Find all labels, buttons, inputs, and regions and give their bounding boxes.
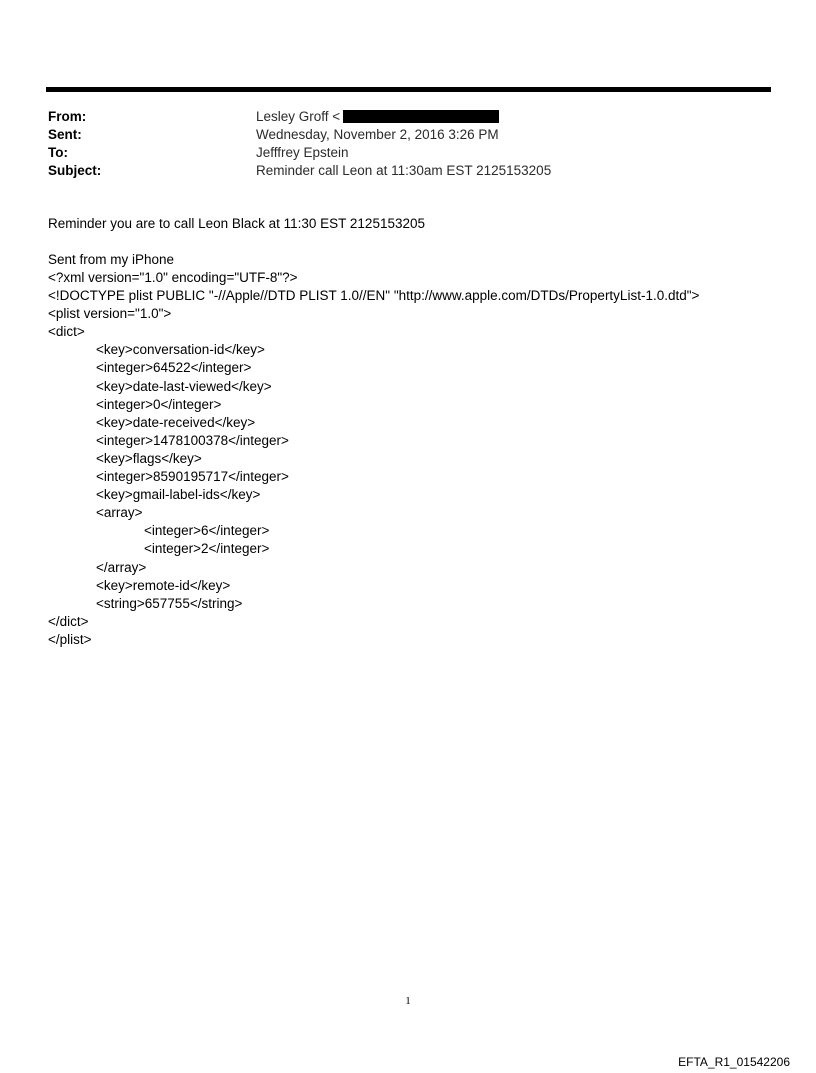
sent-label: Sent: — [48, 127, 82, 142]
from-name: Lesley Groff < — [256, 109, 341, 124]
email-header — [48, 108, 768, 180]
plist-line: <string>657755</string> — [96, 595, 243, 611]
sent-value: Wednesday, November 2, 2016 3:26 PM — [256, 127, 499, 142]
plist-line: <array> — [96, 505, 143, 521]
plist-line: <integer>8590195717</integer> — [96, 469, 289, 485]
plist-line: </array> — [96, 559, 147, 575]
from-row — [48, 108, 768, 126]
plist-line: <integer>2</integer> — [144, 541, 270, 557]
plist-line: <dict> — [48, 324, 85, 340]
plist-line: <integer>0</integer> — [96, 396, 222, 412]
plist-line: <integer>6</integer> — [144, 523, 270, 539]
subject-value: Reminder call Leon at 11:30am EST 2125153205 — [256, 163, 552, 178]
subject-label: Subject: — [48, 163, 102, 178]
message-signature: Sent from my iPhone — [48, 252, 175, 267]
from-label: From: — [48, 109, 87, 124]
from-value — [256, 108, 499, 126]
plist-line: <integer>1478100378</integer> — [96, 432, 289, 448]
to-row — [48, 144, 768, 162]
plist-line: <key>gmail-label-ids</key> — [96, 487, 261, 503]
subject-row — [48, 162, 768, 180]
plist-line: <key>remote-id</key> — [96, 577, 231, 593]
header-rule — [46, 87, 771, 92]
plist-line: <?xml version="1.0" encoding="UTF-8"?> — [48, 270, 298, 285]
plist-line: <key>flags</key> — [96, 450, 202, 466]
page-number: 1 — [405, 995, 411, 1007]
plist-line: <key>date-last-viewed</key> — [96, 378, 272, 394]
plist-line: </dict> — [48, 613, 89, 629]
plist-line: <plist version="1.0"> — [48, 306, 172, 322]
message-body: Reminder you are to call Leon Black at 11:30 EST 2125153205 — [48, 216, 425, 231]
plist-line: <key>conversation-id</key> — [96, 342, 265, 358]
to-label: To: — [48, 145, 68, 160]
document-id: EFTA_R1_01542206 — [678, 1055, 790, 1069]
plist-line: <key>date-received</key> — [96, 414, 256, 430]
to-value: Jefffrey Epstein — [256, 145, 349, 160]
plist-line: </plist> — [48, 631, 92, 647]
plist-line: <integer>64522</integer> — [96, 360, 252, 376]
plist-block — [48, 269, 699, 649]
redaction-block — [343, 110, 499, 123]
plist-line: <!DOCTYPE plist PUBLIC "-//Apple//DTD PLIST 1.0//EN" "http://www.apple.com/DTDs/PropertyList-1.0.dtd"> — [48, 288, 700, 304]
sent-row — [48, 126, 768, 144]
